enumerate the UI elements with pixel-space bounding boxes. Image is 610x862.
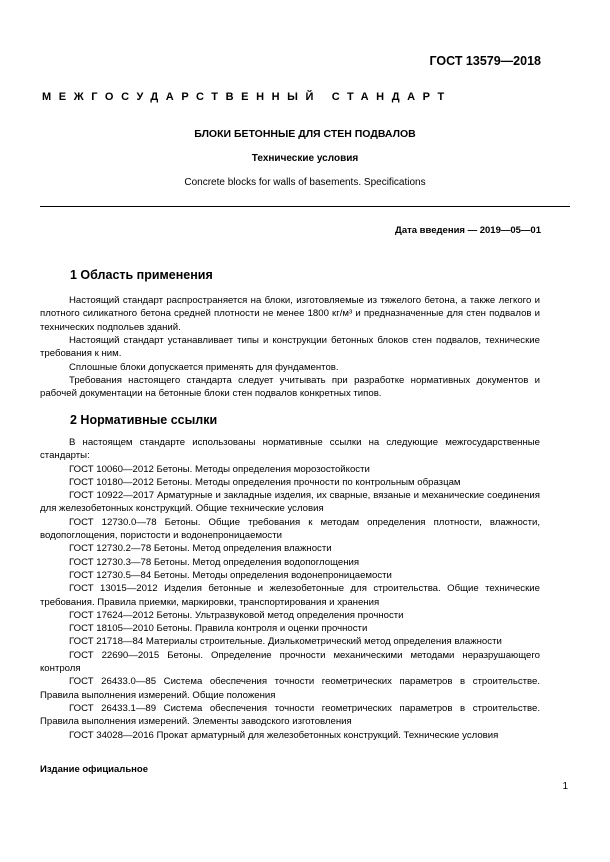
english-title: Concrete blocks for walls of basements. Specifications [184, 177, 426, 188]
section-2-heading: 2 Нормативные ссылки [70, 413, 218, 427]
standard-type: МЕЖГОСУДАРСТВЕННЫЙ СТАНДАРТ [42, 91, 452, 103]
gost-code: ГОСТ 13579—2018 [429, 54, 541, 68]
reference-item: ГОСТ 26433.0—85 Система обеспечения точности геометрических параметров в строительстве. Правила выполнения измерений. Общие положения [40, 676, 540, 701]
document-title: БЛОКИ БЕТОННЫЕ ДЛЯ СТЕН ПОДВАЛОВ [194, 128, 416, 140]
reference-item: ГОСТ 12730.0—78 Бетоны. Общие требования к методам определения плотности, влажности, водопоглощения, пористости и водонепроницаемости [40, 516, 540, 542]
reference-item: ГОСТ 10060—2012 Бетоны. Методы определения морозостойкости [69, 463, 370, 475]
document-subtitle: Технические условия [251, 153, 359, 164]
reference-item: ГОСТ 10922—2017 Арматурные и закладные изделия, их сварные, вязаные и механические соединения для железобетонных конструкций. Общие технические условия [40, 490, 540, 515]
reference-item: ГОСТ 17624—2012 Бетоны. Ультразвуковой метод определения прочности [69, 609, 404, 621]
reference-item: ГОСТ 18105—2010 Бетоны. Правила контроля и оценки прочности [69, 623, 368, 635]
reference-item: ГОСТ 12730.3—78 Бетоны. Метод определения водопоглощения [69, 556, 360, 568]
reference-item: ГОСТ 26433.1—89 Система обеспечения точности геометрических параметров в строительстве. Правила выполнения измерений. Элементы заводского изготовления [40, 702, 540, 728]
reference-item: ГОСТ 21718—84 Материалы строительные. Диэлькометрический метод определения влажности [69, 636, 502, 648]
reference-item: ГОСТ 12730.2—78 Бетоны. Метод определения влажности [69, 543, 332, 555]
section-1-heading: 1 Область применения [70, 268, 213, 282]
reference-item: ГОСТ 10180—2012 Бетоны. Методы определения прочности по контрольным образцам [69, 476, 461, 488]
reference-item: ГОСТ 13015—2012 Изделия бетонные и железобетонные для строительства. Общие технические требования. Правила приемки, маркировки, транспортирования и хранения [40, 583, 540, 608]
normative-references [40, 436, 540, 742]
reference-item: ГОСТ 22690—2015 Бетоны. Определение прочности механическими методами неразрушающего контроля [40, 649, 540, 675]
section-1-paragraph-4: Требования настоящего стандарта следует учитывать при разработке нормативных документов и рабочей документации на бетонные блоки стен подвалов конкретных типов. [40, 375, 540, 400]
section-1-paragraph-1: Настоящий стандарт распространяется на блоки, изготовляемые из тяжелого бетона, а также легкого и плотного силикатного бетона средней плотности не менее 1800 кг/м³ и предназначенные для стен подвалов и технических подпольев зданий. [40, 295, 540, 333]
reference-item: ГОСТ 12730.5—84 Бетоны. Методы определения водонепроницаемости [69, 569, 392, 581]
section-2-intro: В настоящем стандарте использованы нормативные ссылки на следующие межгосударственные стандарты: [40, 437, 540, 462]
header-divider [40, 206, 570, 207]
introduction-date: Дата введения — 2019—05—01 [395, 225, 541, 236]
page-number: 1 [562, 781, 568, 792]
section-1-paragraph-2: Настоящий стандарт устанавливает типы и конструкции бетонных блоков стен подвалов, технические требования к ним. [40, 335, 540, 360]
section-1-paragraph-3: Сплошные блоки допускается применять для фундаментов. [69, 362, 339, 373]
edition-label: Издание официальное [40, 764, 148, 775]
reference-item: ГОСТ 34028—2016 Прокат арматурный для железобетонных конструкций. Технические условия [69, 729, 499, 741]
